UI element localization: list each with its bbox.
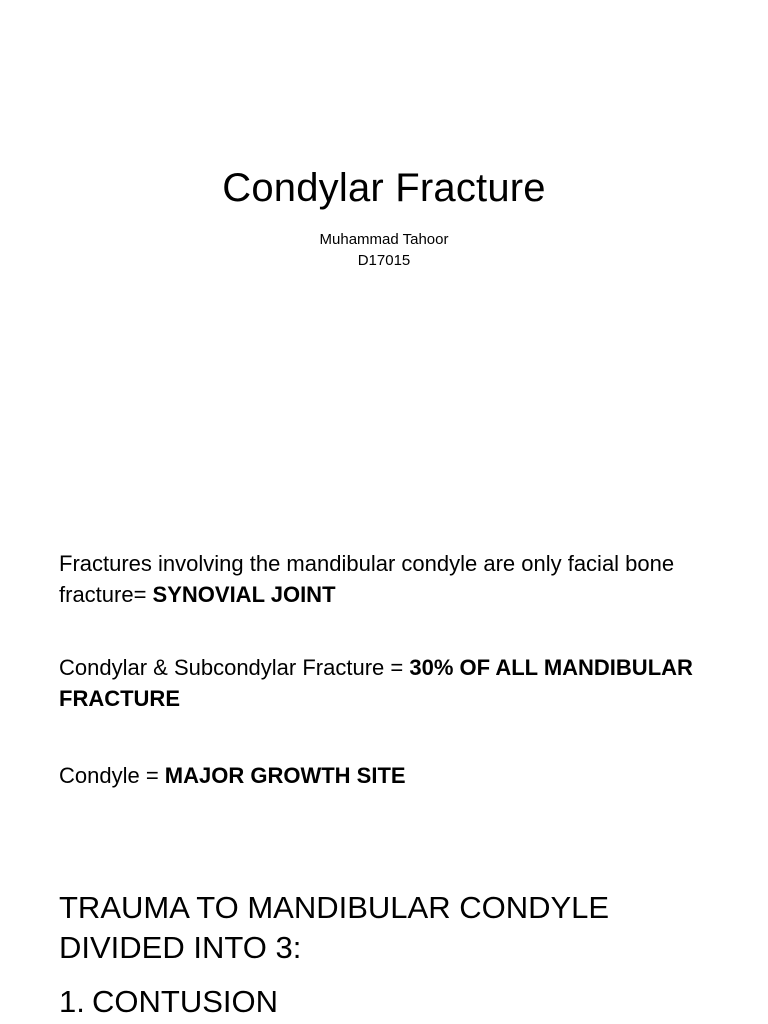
paragraph-text: Condylar & Subcondylar Fracture =	[59, 655, 410, 680]
section-heading: TRAUMA TO MANDIBULAR CONDYLE DIVIDED INTO 3:	[59, 890, 610, 965]
paragraph-text: Fractures involving the mandibular condyle are only facial bone fracture=	[59, 551, 675, 607]
paragraph-emphasis: SYNOVIAL JOINT	[152, 582, 336, 607]
author-name: Muhammad Tahoor	[319, 231, 449, 248]
list-item-number: 1.	[59, 984, 85, 1019]
slide-title: Condylar Fracture	[222, 166, 546, 210]
paragraph-fracture-percentage	[59, 652, 709, 714]
paragraph-text: Condyle =	[59, 763, 165, 788]
author-block	[0, 229, 768, 271]
paragraph-growth-site	[59, 760, 709, 791]
paragraph-emphasis: MAJOR GROWTH SITE	[164, 763, 406, 788]
list-item-label: CONTUSION	[92, 984, 278, 1019]
paragraph-emphasis: 30% OF ALL MANDIBULAR FRACTURE	[59, 655, 693, 711]
author-id: D17015	[357, 252, 411, 269]
list-item	[59, 982, 278, 1022]
paragraph-synovial-joint	[59, 548, 709, 610]
content-slide	[0, 512, 768, 1024]
